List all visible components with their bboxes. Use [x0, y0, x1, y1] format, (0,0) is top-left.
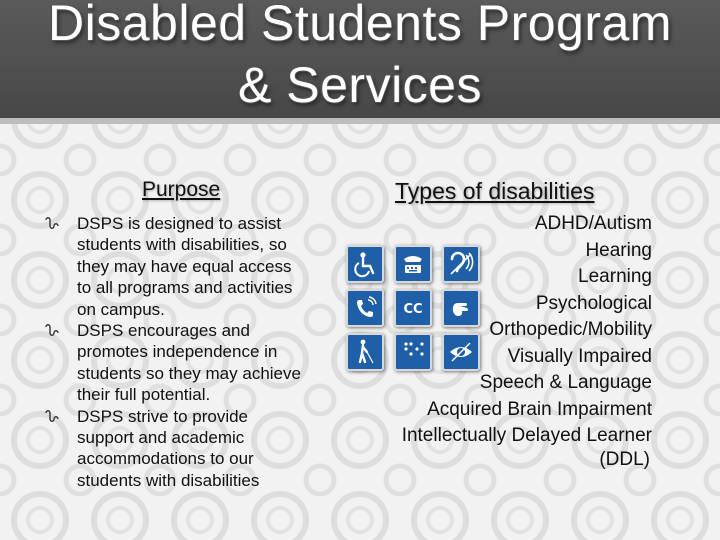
slide-title	[0, 0, 720, 116]
disability-item: Hearing	[585, 239, 652, 261]
closed-caption-icon	[394, 289, 432, 327]
bullet-line: they may have equal access	[77, 256, 292, 276]
bullet-line: students with disabilities, so	[77, 235, 287, 255]
purpose-bullet-3	[44, 406, 349, 492]
purpose-heading: Purpose	[142, 178, 221, 201]
disability-item: Learning	[578, 266, 652, 287]
disability-item: (DDL)	[599, 448, 650, 470]
wheelchair-icon	[346, 245, 384, 283]
accessibility-icon-grid	[346, 245, 486, 375]
bullet-line: students with disabilities	[77, 470, 260, 490]
bullet-line: to all programs and activities	[77, 278, 293, 298]
disability-item: Intellectually Delayed Learner	[401, 425, 652, 446]
purpose-bullet-1	[44, 213, 349, 320]
disability-item: Orthopedic/Mobility	[489, 319, 652, 340]
disability-item: Acquired Brain Impairment	[427, 398, 652, 420]
bullet-line: DSPS is designed to assist	[77, 214, 282, 233]
bullet-line: accommodations to our	[77, 449, 254, 469]
bullet-line: support and academic	[77, 428, 245, 448]
purpose-bullet-2	[44, 320, 349, 406]
blind-person-icon	[346, 333, 384, 371]
bullet-line: promotes independence in	[77, 342, 278, 362]
scroll-bullet-icon	[44, 408, 60, 424]
scroll-bullet-icon	[44, 322, 60, 338]
purpose-bullet-list	[44, 213, 349, 491]
braille-icon	[394, 333, 432, 371]
disability-item: Psychological	[535, 292, 652, 314]
bullet-line: students so they may achieve	[77, 363, 301, 383]
tty-icon	[394, 245, 432, 283]
bullet-line: DSPS strive to provide	[77, 406, 249, 426]
disability-item: Visually Impaired	[507, 345, 652, 367]
scroll-bullet-icon	[44, 215, 60, 231]
bullet-line: on campus.	[77, 299, 165, 319]
closed-caption-label: CC	[403, 302, 423, 317]
title-line-1: Disabled Students Program	[48, 0, 672, 51]
low-vision-icon	[442, 333, 480, 371]
disability-item: ADHD/Autism	[534, 213, 652, 234]
volume-control-phone-icon	[346, 289, 384, 327]
sign-language-icon	[442, 289, 480, 327]
types-heading: Types of disabilities	[395, 178, 595, 204]
bullet-line: DSPS encourages and	[77, 321, 250, 341]
disability-item: Speech & Language	[479, 372, 652, 393]
hearing-loop-icon	[442, 245, 480, 283]
bullet-line: their full potential.	[77, 385, 211, 405]
title-line-2: & Services	[238, 57, 482, 113]
